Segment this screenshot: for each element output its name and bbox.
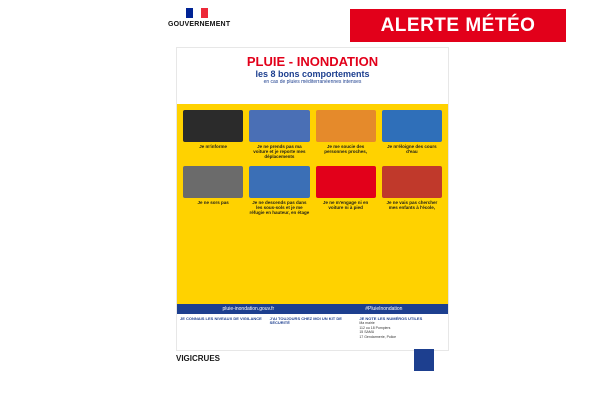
radio-icon bbox=[183, 110, 243, 142]
tile-caption: Je m'informe bbox=[199, 144, 228, 149]
alert-banner: ALERTE MÉTÉO bbox=[350, 9, 566, 42]
storm-icon bbox=[183, 166, 243, 198]
behavior-tile bbox=[183, 166, 243, 216]
gov-name: GOUVERNEMENT bbox=[168, 21, 231, 28]
info-column bbox=[359, 317, 445, 347]
hashtag: #PluieInondation bbox=[365, 306, 403, 312]
behavior-tile bbox=[183, 110, 243, 160]
tile-caption: Je ne m'engage ni en voiture ni à pied bbox=[322, 199, 369, 210]
tiles-grid bbox=[183, 110, 442, 215]
info-column bbox=[270, 317, 356, 347]
poster-title: PLUIE - INONDATION bbox=[246, 54, 379, 69]
poster-header bbox=[177, 48, 448, 106]
behavior-tile bbox=[316, 110, 376, 160]
info-line: 15 SAMU bbox=[359, 330, 375, 335]
poster-tagline: en cas de pluies méditerranéennes intenses bbox=[263, 79, 362, 85]
tile-caption: Je ne prends pas ma voiture et je reporte mes déplacements bbox=[253, 144, 306, 160]
poster-subtitle: les 8 bons comportements bbox=[255, 69, 370, 79]
vigicrues-logo: VIGICRUES bbox=[176, 354, 221, 363]
government-logo bbox=[168, 8, 288, 28]
info-line: Ma mairie bbox=[359, 321, 375, 326]
warning-icon bbox=[316, 166, 376, 198]
behavior-tile bbox=[316, 166, 376, 216]
school-icon bbox=[382, 166, 442, 198]
tile-caption: Je m'éloigne des cours d'eau bbox=[387, 144, 437, 155]
car-icon bbox=[249, 110, 309, 142]
ministry-logo bbox=[414, 349, 434, 371]
behavior-tile bbox=[249, 110, 309, 160]
behavior-tile bbox=[382, 110, 442, 160]
info-column bbox=[180, 317, 266, 347]
tile-caption: Je ne sors pas bbox=[197, 199, 229, 205]
behavior-tile bbox=[382, 166, 442, 216]
phone-icon bbox=[316, 110, 376, 142]
info-heading: JE NOTE LES NUMÉROS UTILES bbox=[359, 316, 423, 321]
tile-caption: Je ne vais pas chercher mes enfants à l'école, bbox=[386, 199, 438, 210]
site-link[interactable]: pluie-inondation.gouv.fr bbox=[222, 306, 275, 312]
stairs-icon bbox=[249, 166, 309, 198]
tile-caption: Je ne descends pas dans les sous-sols et je me réfugie en hauteur, en étage bbox=[249, 199, 310, 216]
tile-caption: Je me soucie des personnes proches, bbox=[324, 144, 367, 155]
behavior-tile bbox=[249, 166, 309, 216]
french-flag-icon bbox=[186, 8, 208, 18]
info-columns bbox=[177, 314, 448, 350]
links-bar bbox=[177, 304, 448, 314]
wave-icon bbox=[382, 110, 442, 142]
info-heading: J'AI TOUJOURS CHEZ MOI UN KIT DE SÉCURITÉ bbox=[269, 316, 342, 326]
info-line: 112 ou 18 Pompiers bbox=[359, 325, 391, 330]
tiles-area bbox=[177, 104, 448, 306]
info-line: 17 Gendarmerie, Police bbox=[359, 334, 397, 339]
poster bbox=[176, 47, 449, 351]
info-heading: JE CONNAIS LES NIVEAUX DE VIGILANCE bbox=[180, 316, 262, 321]
